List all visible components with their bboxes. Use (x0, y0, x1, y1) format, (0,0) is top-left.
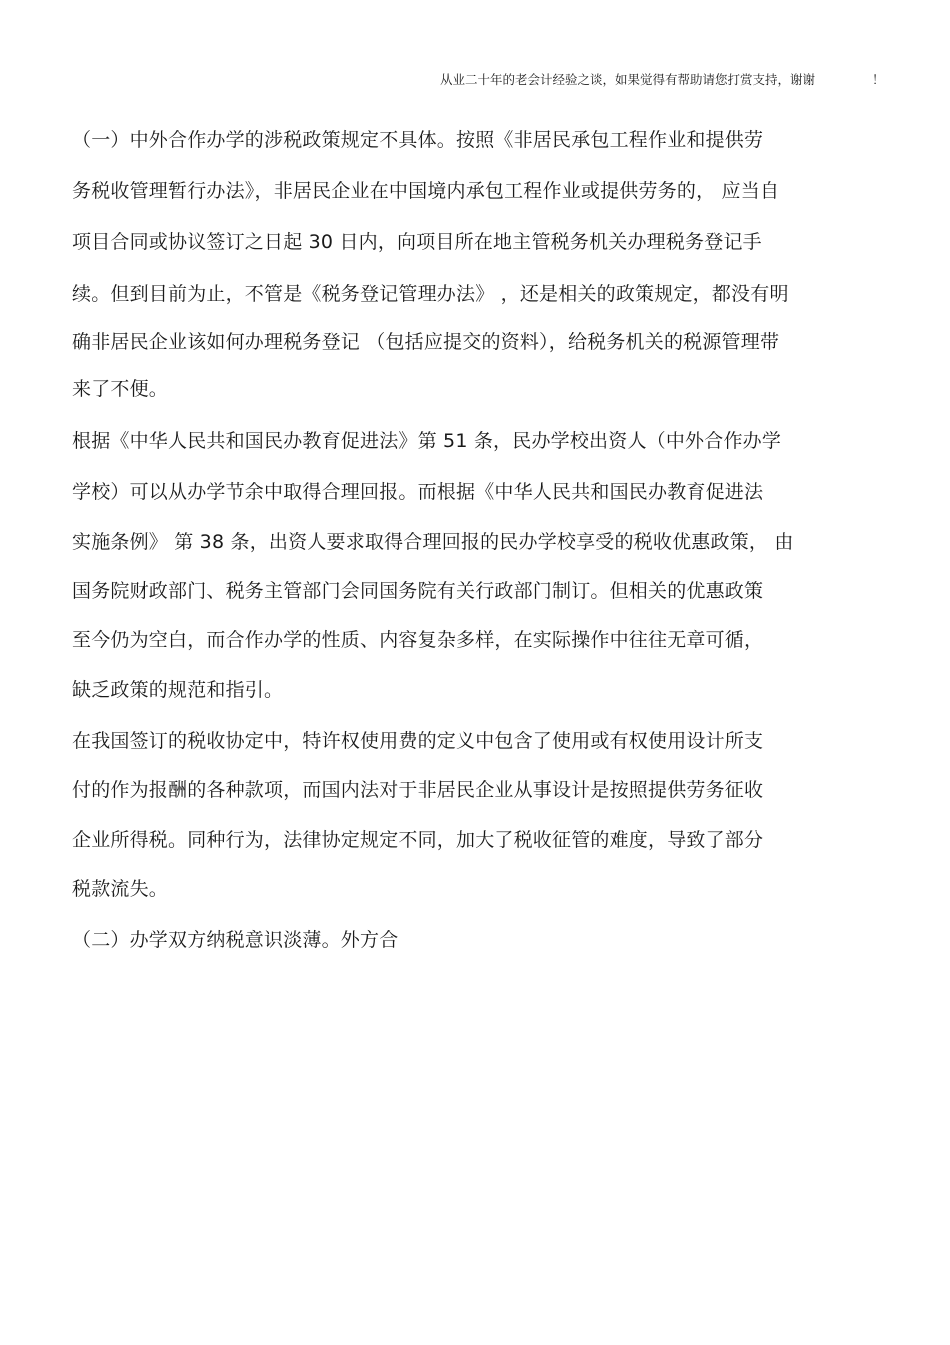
text-line: 实施条例》 第 38 条，出资人要求取得合理回报的民办学校享受的税收优惠政策， 由 (72, 531, 794, 553)
text-line: （一）中外合作办学的涉税政策规定不具体。按照《非居民承包工程作业和提供劳 (72, 129, 764, 151)
text-line: 税款流失。 (72, 878, 169, 900)
text-line: 确非居民企业该如何办理税务登记 （包括应提交的资料），给税务机关的税源管理带 (72, 331, 780, 353)
text-line: 缺乏政策的规范和指引。 (72, 679, 284, 701)
text-line: （二）办学双方纳税意识淡薄。外方合 (72, 929, 399, 951)
text-line: 根据《中华人民共和国民办教育促进法》第 51 条，民办学校出资人（中外合作办学 (72, 430, 782, 452)
text-line: 国务院财政部门、税务主管部门会同国务院有关行政部门制订。但相关的优惠政策 (72, 580, 764, 602)
text-line: 至今仍为空白，而合作办学的性质、内容复杂多样，在实际操作中往往无章可循， (72, 629, 764, 651)
text-line: 务税收管理暂行办法》，非居民企业在中国境内承包工程作业或提供劳务的， 应当自 (72, 180, 780, 202)
text-line: 学校）可以从办学节余中取得合理回报。而根据《中华人民共和国民办教育促进法 (72, 481, 764, 503)
header-text: 从业二十年的老会计经验之谈，如果觉得有帮助请您打赏支持，谢谢 (440, 72, 816, 87)
text-line: 项目合同或协议签订之日起 30 日内，向项目所在地主管税务机关办理税务登记手 (72, 231, 762, 253)
text-line: 续。但到目前为止，不管是《税务登记管理办法》 ，还是相关的政策规定，都没有明 (72, 283, 789, 305)
text-line: 在我国签订的税收协定中，特许权使用费的定义中包含了使用或有权使用设计所支 (72, 730, 764, 752)
page-header (440, 70, 885, 90)
text-line: 来了不便。 (72, 378, 169, 400)
header-mark: ！ (872, 72, 885, 87)
text-line: 付的作为报酬的各种款项，而国内法对于非居民企业从事设计是按照提供劳务征收 (72, 779, 764, 801)
text-line: 企业所得税。同种行为，法律协定规定不同，加大了税收征管的难度，导致了部分 (72, 829, 764, 851)
